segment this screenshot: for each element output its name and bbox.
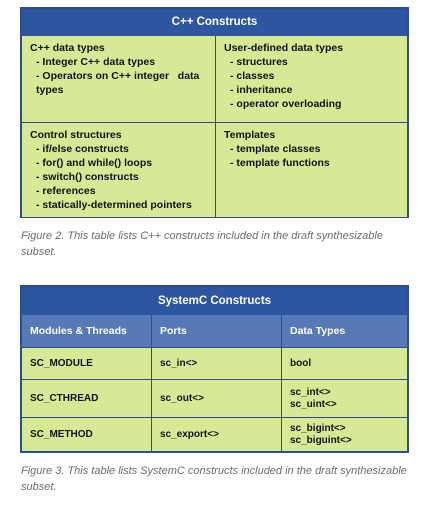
table-title: C++ Constructs <box>22 9 407 36</box>
list-item: - structures <box>230 56 288 68</box>
cell-heading: User-defined data types <box>224 42 344 54</box>
list-item: - statically-determined pointers <box>36 199 192 211</box>
item-list <box>224 142 399 170</box>
list-item: - operator overloading <box>230 98 342 110</box>
cell-heading: Control structures <box>30 129 122 141</box>
list-item: - template functions <box>230 157 330 169</box>
table-cell: sc_out<> <box>152 379 282 417</box>
item-list <box>30 142 207 212</box>
cpp-constructs-table <box>20 7 409 218</box>
table-cell: SC_CTHREAD <box>22 379 152 417</box>
figure-caption: Figure 2. This table lists C++ constructs included in the draft synthesizable subset. <box>21 230 383 258</box>
table-cell: SC_METHOD <box>22 417 152 451</box>
table-cell: SC_MODULE <box>22 347 152 379</box>
figure-caption: Figure 3. This table lists SystemC constructs included in the draft synthesizable subset. <box>21 465 407 493</box>
user-defined-types-cell <box>216 36 407 123</box>
templates-cell <box>216 123 407 217</box>
cell-heading: Templates <box>224 129 276 141</box>
list-item: - inheritance <box>230 84 293 96</box>
table-cell: sc_in<> <box>152 347 282 379</box>
list-item: - template classes <box>230 143 321 155</box>
column-header: Ports <box>152 315 282 347</box>
list-item: - Integer C++ data types <box>36 56 156 68</box>
cpp-data-types-cell <box>22 36 216 123</box>
systemc-constructs-table <box>20 285 409 453</box>
column-header: Data Types <box>282 315 407 347</box>
table-cell: bool <box>282 347 407 379</box>
list-item: - for() and while() loops <box>36 157 153 169</box>
list-item: - classes <box>230 70 275 82</box>
list-item: - switch() constructs <box>36 171 139 183</box>
control-structures-cell <box>22 123 216 217</box>
table-body <box>22 36 407 216</box>
item-list <box>224 55 399 111</box>
table-cell: sc_int<> sc_uint<> <box>282 379 407 417</box>
table-body <box>22 315 407 451</box>
list-item: - Operators on C++ integer data types <box>36 70 200 96</box>
item-list <box>30 55 207 97</box>
table-cell: sc_export<> <box>152 417 282 451</box>
list-item: - references <box>36 185 96 197</box>
table-cell: sc_bigint<> sc_biguint<> <box>282 417 407 451</box>
table-title: SystemC Constructs <box>22 287 407 315</box>
list-item: - if/else constructs <box>36 143 129 155</box>
column-header: Modules & Threads <box>22 315 152 347</box>
cell-heading: C++ data types <box>30 42 105 54</box>
